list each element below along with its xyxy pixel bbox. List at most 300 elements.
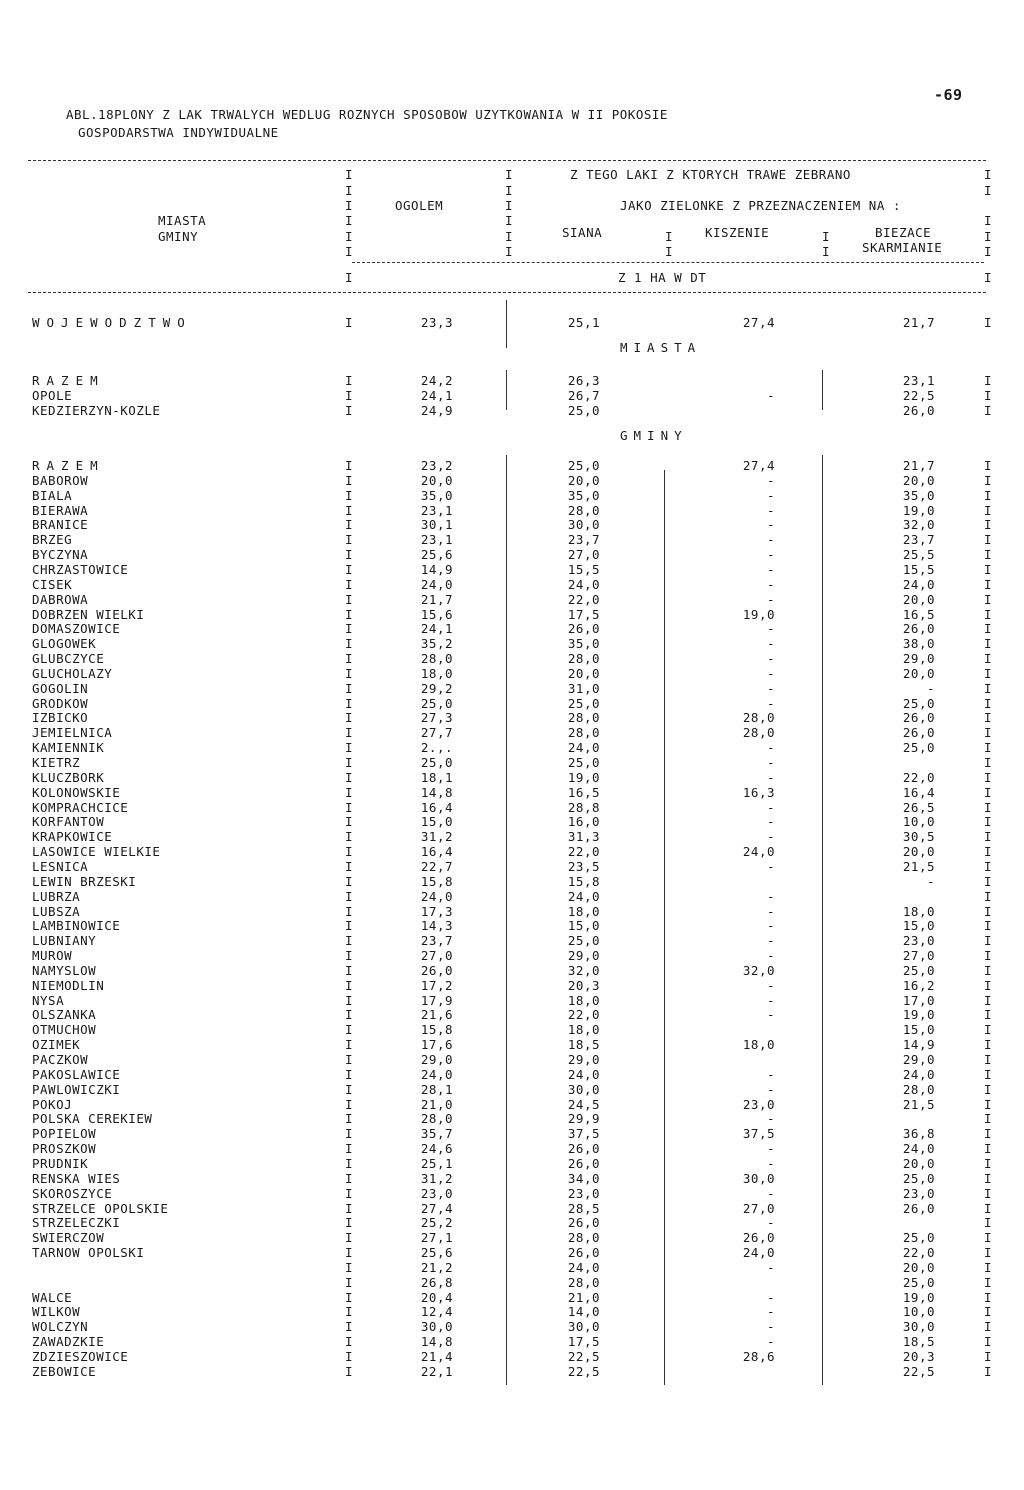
siana-value: 24,0 [567,1066,600,1082]
column-bar: I [984,844,993,860]
region-name: BRZEG [32,532,73,548]
ogolem-value: 25,2 [420,1215,453,1231]
table-row [0,1319,1024,1334]
ogolem-value: 29,2 [420,680,453,696]
header-miasta: MIASTA [158,213,207,228]
siana-value: 22,0 [567,591,600,607]
siana-value: 24,0 [567,740,600,756]
header-bar-b5: I [505,229,514,244]
region-name: KORFANTOW [32,814,105,830]
region-name: KAMIENNIK [32,740,105,756]
ogolem-value: 28,0 [420,1111,453,1127]
region-name: WOLCZYN [32,1319,89,1335]
ogolem-value: 2.,. [420,740,453,756]
ogolem-value: 15,6 [420,606,453,622]
siana-value: 26,0 [567,1245,600,1261]
table-row [0,829,1024,844]
column-bar: I [345,576,354,592]
biezace-value: - [926,680,935,696]
ogolem-value: 23,1 [420,502,453,518]
column-bar: I [345,755,354,770]
biezace-value: 30,5 [902,829,935,845]
siana-value: 28,5 [567,1200,600,1216]
region-name: DABROWA [32,591,89,607]
column-bar: I [345,472,354,488]
column-bar: I [984,388,993,403]
page-number: -69 [934,86,963,104]
biezace-value: 35,0 [902,487,935,503]
region-name: WOJEWODZTWO [32,315,192,330]
table-row [0,904,1024,919]
column-bar: I [984,576,993,592]
biezace-value: 30,0 [902,1319,935,1335]
biezace-value: 24,0 [902,576,935,592]
siana-value: 18,0 [567,903,600,919]
kiszenie-value: - [766,858,775,874]
biezace-value: 22,5 [902,388,935,403]
kiszenie-value: - [766,1289,775,1305]
column-bar: I [984,1037,993,1053]
siana-value: 25,0 [567,695,600,711]
biezace-value: 25,0 [902,1274,935,1290]
biezace-value: 21,7 [902,315,935,330]
siana-value: 22,0 [567,1007,600,1023]
ogolem-value: 15,8 [420,1022,453,1038]
column-bar: I [345,315,354,330]
region-name: BRANICE [32,517,89,533]
siana-value: 19,0 [567,769,600,785]
region-name: KOMPRACHCICE [32,799,129,815]
kiszenie-value: - [766,948,775,964]
region-name: NYSA [32,992,65,1008]
header-bar-a6: I [345,244,354,259]
column-bar: I [984,1141,993,1157]
table-row [0,1141,1024,1156]
table-row [0,696,1024,711]
biezace-value: 27,0 [902,948,935,964]
biezace-value: 23,0 [902,1185,935,1201]
siana-value: 15,5 [567,561,600,577]
kiszenie-value: - [766,799,775,815]
siana-value: 18,0 [567,1022,600,1038]
header-bar-f1: I [345,270,354,285]
column-bar: I [984,740,993,756]
column-bar: I [345,1349,354,1364]
column-bar: I [984,547,993,563]
kiszenie-value: - [766,1141,775,1157]
biezace-value: 38,0 [902,636,935,652]
ogolem-value: 18,1 [420,769,453,785]
column-bar: I [345,695,354,711]
kiszenie-value: - [766,992,775,1008]
biezace-value: 15,0 [902,918,935,934]
siana-value: 20,3 [567,977,600,993]
kiszenie-value: - [766,1111,775,1127]
table-row [0,621,1024,636]
column-bar: I [345,977,354,993]
header-bar-e4: I [984,229,993,244]
kiszenie-value: 28,0 [742,725,775,741]
column-bar: I [345,769,354,785]
column-bar: I [345,888,354,904]
biezace-value: 25,0 [902,1230,935,1246]
column-bar: I [984,1126,993,1142]
kiszenie-value: - [766,547,775,563]
column-bar: I [345,373,354,388]
ogolem-value: 29,0 [420,1052,453,1067]
column-bar: I [984,1245,993,1261]
kiszenie-value: 28,0 [742,710,775,726]
siana-value: 25,0 [567,458,600,473]
kiszenie-value: 16,3 [742,784,775,800]
biezace-value: 17,0 [902,992,935,1008]
ogolem-value: 25,1 [420,1155,453,1171]
column-bar: I [984,636,993,652]
ogolem-value: 35,7 [420,1126,453,1142]
column-bar: I [345,1081,354,1097]
region-name: ZAWADZKIE [32,1334,105,1350]
biezace-value: 32,0 [902,517,935,533]
column-bar: I [984,977,993,993]
column-bar: I [984,1022,993,1038]
table-row [0,388,1024,403]
column-bar: I [345,918,354,934]
kiszenie-value: - [766,680,775,696]
ogolem-value: 31,2 [420,1170,453,1186]
siana-value: 30,0 [567,1319,600,1335]
siana-value: 35,0 [567,636,600,652]
region-name: LUBSZA [32,903,81,919]
biezace-value: 26,0 [902,710,935,726]
column-bar: I [345,933,354,949]
ogolem-value: 14,9 [420,561,453,577]
table-row [0,473,1024,488]
region-name: BIERAWA [32,502,89,518]
kiszenie-value: 28,6 [742,1349,775,1364]
biezace-value: - [926,873,935,889]
column-bar: I [345,591,354,607]
column-bar: I [984,948,993,964]
column-bar: I [345,1066,354,1082]
table-row [0,592,1024,607]
header-bar-a5: I [345,229,354,244]
table-row [0,1156,1024,1171]
table-row [0,993,1024,1008]
ogolem-value: 23,0 [420,1185,453,1201]
column-bar: I [984,665,993,681]
biezace-value: 26,0 [902,621,935,637]
biezace-value: 18,5 [902,1334,935,1350]
siana-value: 26,0 [567,1141,600,1157]
kiszenie-value: - [766,1215,775,1231]
biezace-value: 20,0 [902,844,935,860]
column-bar: I [345,532,354,548]
column-bar: I [345,1155,354,1171]
ogolem-value: 27,3 [420,710,453,726]
header-bar-b1: I [505,167,514,182]
column-bar: I [345,992,354,1008]
region-name: IZBICKO [32,710,89,726]
siana-value: 28,0 [567,710,600,726]
region-name: OTMUCHOW [32,1022,97,1038]
siana-value: 37,5 [567,1126,600,1142]
region-name: GLUCHOLAZY [32,665,113,681]
header-bar-b6: I [505,244,514,259]
ogolem-value: 26,0 [420,962,453,978]
table-row [0,1186,1024,1201]
biezace-value: 20,0 [902,591,935,607]
kiszenie-value: - [766,918,775,934]
kiszenie-value: - [766,1155,775,1171]
ogolem-value: 23,3 [420,315,453,330]
biezace-value: 25,0 [902,1170,935,1186]
column-bar: I [345,1037,354,1053]
table-row [0,458,1024,473]
biezace-value: 36,8 [902,1126,935,1142]
biezace-value: 29,0 [902,651,935,667]
biezace-value: 19,0 [902,502,935,518]
column-bar: I [345,1022,354,1038]
column-bar: I [984,755,993,770]
ogolem-value: 24,0 [420,576,453,592]
siana-value: 17,5 [567,606,600,622]
region-name: KLUCZBORK [32,769,105,785]
biezace-value: 29,0 [902,1052,935,1067]
column-bar: I [345,1304,354,1320]
column-bar: I [984,487,993,503]
header-ogolem: OGOLEM [395,198,444,213]
biezace-value: 24,0 [902,1141,935,1157]
kiszenie-value: - [766,933,775,949]
column-bar: I [345,784,354,800]
table-row [0,844,1024,859]
region-name: PACZKOW [32,1052,89,1067]
siana-value: 24,0 [567,888,600,904]
header-bar-d2: I [822,244,831,259]
region-name: GLOGOWEK [32,636,97,652]
kiszenie-value: - [766,1007,775,1023]
table-row [0,740,1024,755]
column-bar: I [984,1185,993,1201]
table-row [0,785,1024,800]
column-bar: I [345,561,354,577]
column-bar: I [984,784,993,800]
column-bar: I [984,799,993,815]
kiszenie-value: - [766,1259,775,1275]
table-row [0,651,1024,666]
ogolem-value: 22,7 [420,858,453,874]
column-bar: I [984,888,993,904]
column-bar: I [345,710,354,726]
ogolem-value: 24,9 [420,403,453,418]
column-bar: I [984,829,993,845]
column-bar: I [345,458,354,473]
column-bar: I [984,695,993,711]
column-bar: I [345,651,354,667]
header-bar-e1: I [984,167,993,182]
ogolem-value: 27,7 [420,725,453,741]
table-row [0,532,1024,547]
column-bar: I [984,918,993,934]
table-row [0,1052,1024,1067]
kiszenie-value: - [766,903,775,919]
column-bar: I [984,1274,993,1290]
region-name: CHRZASTOWICE [32,561,129,577]
region-name: BYCZYNA [32,547,89,563]
table-row [0,1334,1024,1349]
kiszenie-value: - [766,1081,775,1097]
ogolem-value: 23,2 [420,458,453,473]
table-row [0,1304,1024,1319]
biezace-value: 26,0 [902,1200,935,1216]
biezace-value: 26,0 [902,725,935,741]
column-bar: I [345,388,354,403]
column-bar: I [345,740,354,756]
region-name: PAKOSLAWICE [32,1066,121,1082]
region-name: GLUBCZYCE [32,651,105,667]
siana-value: 15,8 [567,873,600,889]
siana-value: 32,0 [567,962,600,978]
table-row [0,1007,1024,1022]
biezace-value: 21,7 [902,458,935,473]
table-row [0,1349,1024,1364]
biezace-value: 18,0 [902,903,935,919]
biezace-value: 16,4 [902,784,935,800]
ogolem-value: 20,0 [420,472,453,488]
header-kiszenie: KISZENIE [705,225,770,240]
table-row [0,770,1024,785]
ogolem-value: 23,7 [420,933,453,949]
column-bar: I [345,814,354,830]
biezace-value: 22,0 [902,769,935,785]
region-name: DOMASZOWICE [32,621,121,637]
kiszenie-value: - [766,740,775,756]
siana-value: 20,0 [567,472,600,488]
kiszenie-value: 18,0 [742,1037,775,1053]
kiszenie-value: - [766,1319,775,1335]
biezace-value: 26,0 [902,403,935,418]
header-biezace: BIEZACE [875,225,932,240]
table-row [0,1067,1024,1082]
column-bar: I [984,680,993,696]
ogolem-value: 21,6 [420,1007,453,1023]
header-bar-c2: I [665,244,674,259]
column-bar: I [984,1052,993,1067]
region-name: GOGOLIN [32,680,89,696]
region-name: NIEMODLIN [32,977,105,993]
region-name: SKOROSZYCE [32,1185,113,1201]
region-name: KRAPKOWICE [32,829,113,845]
ogolem-value: 24,2 [420,373,453,388]
column-bar: I [345,1230,354,1246]
header-bar-e2: I [984,183,993,198]
column-bar: I [345,962,354,978]
column-bar: I [984,1349,993,1364]
biezace-value: 22,5 [902,1363,935,1379]
table-row [0,517,1024,532]
region-name: PROSZKOW [32,1141,97,1157]
kiszenie-value: - [766,829,775,845]
table-row [0,666,1024,681]
header-z-tego: Z TEGO LAKI Z KTORYCH TRAWE ZEBRANO [570,167,851,182]
column-bar: I [984,1289,993,1305]
table-row [0,710,1024,725]
siana-value: 22,0 [567,844,600,860]
table-row [0,1260,1024,1275]
kiszenie-value: - [766,665,775,681]
biezace-value: 19,0 [902,1007,935,1023]
region-name: CISEK [32,576,73,592]
column-bar: I [345,680,354,696]
ogolem-value: 30,0 [420,1319,453,1335]
siana-value: 28,0 [567,725,600,741]
region-name: MUROW [32,948,73,964]
region-name: GRODKOW [32,695,89,711]
table-row [0,933,1024,948]
ogolem-value: 30,1 [420,517,453,533]
ogolem-value: 24,0 [420,1066,453,1082]
biezace-value: 16,5 [902,606,935,622]
ogolem-value: 27,4 [420,1200,453,1216]
ogolem-value: 12,4 [420,1304,453,1320]
region-name: RAZEM [32,373,105,388]
column-bar: I [984,1230,993,1246]
header-gminy: GMINY [158,229,199,244]
region-name: STRZELCE OPOLSKIE [32,1200,169,1216]
kiszenie-value: - [766,636,775,652]
region-name: LESNICA [32,858,89,874]
table-row [0,607,1024,622]
siana-value: 26,7 [567,388,600,403]
region-name: POLSKA CEREKIEW [32,1111,153,1127]
region-name: PRUDNIK [32,1155,89,1171]
biezace-value: 24,0 [902,1066,935,1082]
siana-value: 25,0 [567,933,600,949]
column-bar: I [984,403,993,418]
ogolem-value: 28,1 [420,1081,453,1097]
table-row [0,874,1024,889]
kiszenie-value: - [766,755,775,770]
region-name: RENSKA WIES [32,1170,121,1186]
region-name: LEWIN BRZESKI [32,873,137,889]
table-row [0,1201,1024,1216]
ogolem-value: 17,9 [420,992,453,1008]
header-jako-zielonke: JAKO ZIELONKE Z PRZEZNACZENIEM NA : [620,198,901,213]
column-bar: I [345,1141,354,1157]
column-bar: I [984,725,993,741]
biezace-value: 25,0 [902,962,935,978]
kiszenie-value: - [766,388,775,403]
header-unit: Z 1 HA W DT [618,270,707,285]
section-gminy: GMINY [620,428,688,443]
column-bar: I [345,1126,354,1142]
section-miasta: MIASTA [620,340,702,355]
biezace-value: 10,0 [902,814,935,830]
ogolem-value: 22,1 [420,1363,453,1379]
biezace-value: 15,5 [902,561,935,577]
header-siana: SIANA [562,225,603,240]
biezace-value: 22,0 [902,1245,935,1261]
ogolem-value: 16,4 [420,844,453,860]
column-bar: I [345,858,354,874]
column-bar: I [984,458,993,473]
siana-value: 28,0 [567,1230,600,1246]
siana-value: 28,0 [567,651,600,667]
column-bar: I [345,948,354,964]
ogolem-value: 16,4 [420,799,453,815]
table-row [0,800,1024,815]
column-bar: I [984,1200,993,1216]
